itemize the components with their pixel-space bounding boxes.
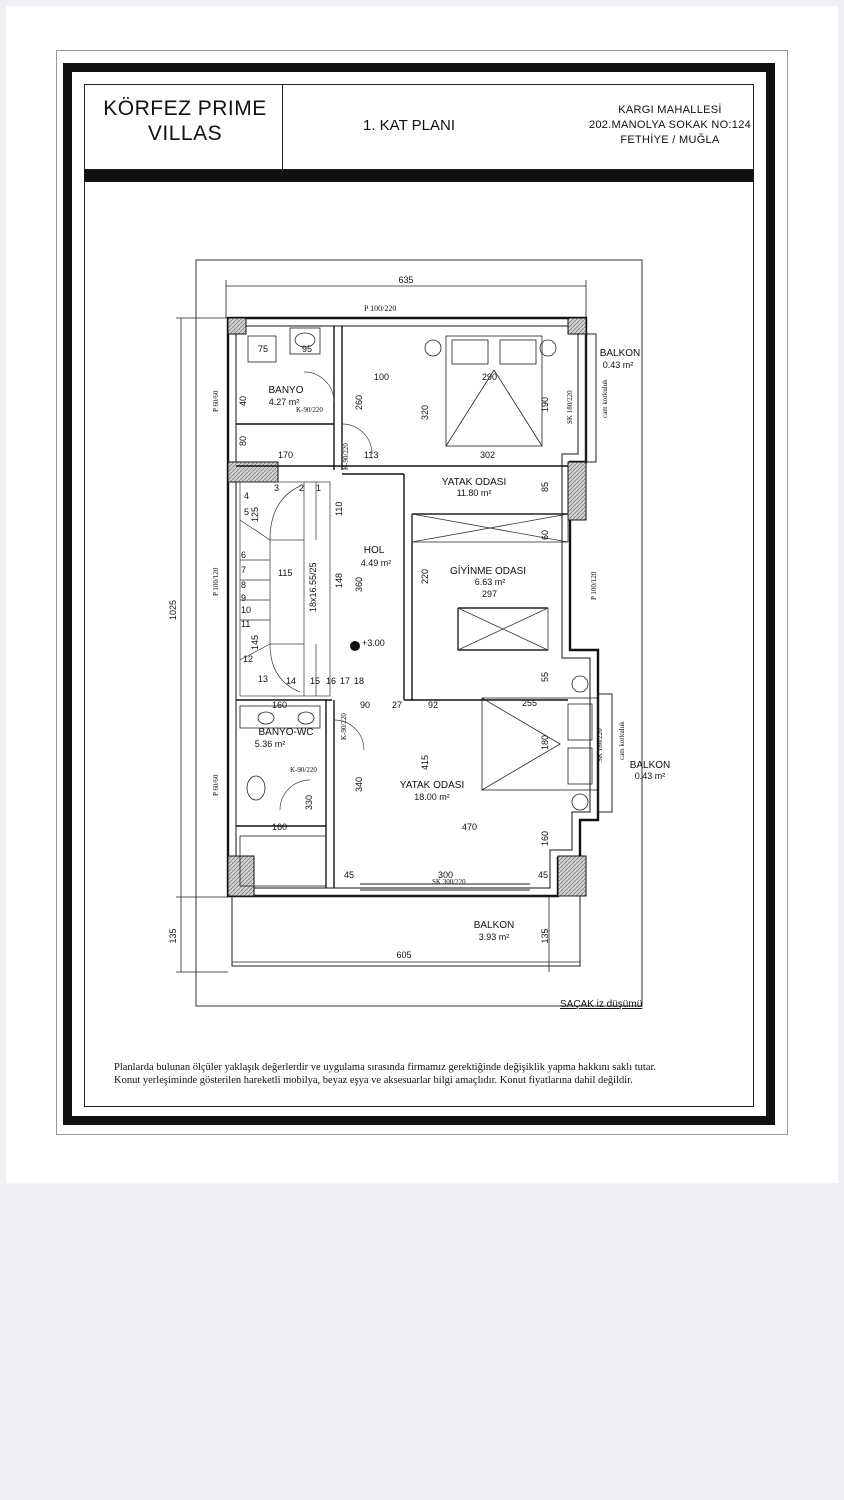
balconies xyxy=(232,334,612,966)
note-line2: Konut yerleşiminde gösterilen hareketli mobilya, beyaz eşya ve aksesuarlar bilgi amaçlıdır. Konut fiyatlarına dahil değildir. xyxy=(114,1075,633,1086)
disclaimer-notes xyxy=(114,1061,754,1087)
dim-145: 145 xyxy=(250,634,260,650)
dim-overall-width: 635 xyxy=(398,275,414,285)
dim-330: 330 xyxy=(304,794,314,810)
stair-step-number: 10 xyxy=(241,605,252,615)
dim-113: 113 xyxy=(364,450,379,460)
balcony-top-area: 0.43 m² xyxy=(602,360,634,370)
room-name-giyinme: GİYİNME ODASI xyxy=(449,566,527,577)
dim-90: 90 xyxy=(360,700,371,710)
opening-k4: K-90/220 xyxy=(290,766,317,774)
dim-100: 100 xyxy=(374,372,390,382)
dim-255: 255 xyxy=(522,698,538,708)
opening-p-left2: P 100/120 xyxy=(212,567,220,596)
dim-220: 220 xyxy=(420,568,430,584)
opening-p-left1: P 60/60 xyxy=(212,390,220,412)
dim-overall-height: 1025 xyxy=(168,599,178,621)
project-name-line2: VILLAS xyxy=(147,122,223,145)
dim-320: 320 xyxy=(420,404,430,420)
dim-470: 470 xyxy=(462,822,478,832)
bed-upper xyxy=(425,336,556,446)
interior-walls xyxy=(236,326,568,888)
stair-step-number: 11 xyxy=(241,619,251,629)
dim-45-a: 45 xyxy=(344,870,355,880)
dim-148: 148 xyxy=(334,572,344,588)
address-line1: KARGI MAHALLESİ xyxy=(618,104,722,116)
note-line1: Planlarda bulunan ölçüler yaklaşık değerlerdir ve uygulama sırasında firmamız gerektiğinde değişiklik yapma hakkını saklı tutar. xyxy=(114,1062,657,1073)
level-value: +3.00 xyxy=(362,638,385,648)
opening-sk2: SK 180/220 xyxy=(596,728,604,762)
room-name-yatak2: YATAK ODASI xyxy=(399,780,465,791)
dim-95: 95 xyxy=(302,344,313,354)
opening-k2: K-90/220 xyxy=(342,443,350,470)
dim-300: 300 xyxy=(438,870,454,880)
level-marker xyxy=(350,641,360,651)
dim-160-c: 160 xyxy=(540,830,550,846)
stair-step-number: 2 xyxy=(299,483,305,493)
stair-step-number: 15 xyxy=(310,676,321,686)
dim-balcony-depth: 135 xyxy=(168,928,178,944)
dim-92: 92 xyxy=(428,700,439,710)
dim-80: 80 xyxy=(238,435,248,446)
stair-step-number: 6 xyxy=(241,550,247,560)
room-name-banyo-wc: BANYO-WC xyxy=(258,727,314,738)
eaves-label: SAÇAK iz düşümü xyxy=(560,999,643,1010)
address-line3: FETHİYE / MUĞLA xyxy=(620,134,720,146)
dim-297: 297 xyxy=(482,589,498,599)
opening-k1: K-90/220 xyxy=(296,406,323,414)
stair-step-number: 14 xyxy=(286,676,297,686)
room-area-giyinme: 6.63 m² xyxy=(474,577,506,587)
opening-sk1: SK 180/220 xyxy=(566,390,574,424)
dim-75: 75 xyxy=(258,344,269,354)
opening-p-right: P 100/120 xyxy=(590,571,598,600)
stair-step-number: 1 xyxy=(316,483,322,493)
dim-415: 415 xyxy=(420,754,430,770)
dim-balcony-depth-right: 135 xyxy=(540,928,550,944)
stair-step-number: 3 xyxy=(274,483,280,493)
dim-190: 190 xyxy=(540,396,550,412)
dim-125: 125 xyxy=(250,506,260,522)
room-area-yatak2: 18.00 m² xyxy=(414,792,450,802)
room-name-hol: HOL xyxy=(363,545,385,556)
dim-85: 85 xyxy=(540,481,550,492)
dim-360: 360 xyxy=(354,576,364,592)
room-area-banyo: 4.27 m² xyxy=(268,397,300,407)
sheet-title: 1. KAT PLANI xyxy=(363,117,455,134)
room-area-hol: 4.49 m² xyxy=(360,558,392,568)
balcony-bottom-name: BALKON xyxy=(473,920,515,931)
dim-340: 340 xyxy=(354,776,364,792)
stair-step-number: 4 xyxy=(244,491,250,501)
dim-260: 260 xyxy=(354,394,364,410)
dim-27: 27 xyxy=(392,700,403,710)
dim-160-a: 160 xyxy=(272,700,288,710)
opening-k3: K-90/220 xyxy=(340,713,348,740)
dim-290: 290 xyxy=(482,372,498,382)
opening-p-top: P 100/220 xyxy=(364,304,397,313)
dim-115: 115 xyxy=(278,568,293,578)
stair-spec: 18x16.55/25 xyxy=(308,562,318,612)
stair-step-number: 13 xyxy=(258,674,269,684)
opening-p-left3: P 60/60 xyxy=(212,774,220,796)
dim-balcony-width: 605 xyxy=(396,950,412,960)
room-area-banyo-wc: 5.36 m² xyxy=(254,739,286,749)
stair-step-number: 18 xyxy=(354,676,365,686)
stair-step-number: 8 xyxy=(241,580,247,590)
stair-step-number: 12 xyxy=(243,654,254,664)
glass-railing-label-2: cam korkuluk xyxy=(618,721,626,760)
address-line2: 202.MANOLYA SOKAK NO:124 xyxy=(588,119,752,131)
stair-step-number: 17 xyxy=(340,676,351,686)
dim-110: 110 xyxy=(334,501,344,516)
dim-170: 170 xyxy=(278,450,294,460)
stair-step-number: 16 xyxy=(326,676,337,686)
glass-railing-label-1: cam korkuluk xyxy=(601,379,609,418)
dim-160-b: 160 xyxy=(272,822,288,832)
dim-45-b: 45 xyxy=(538,870,549,880)
dim-40: 40 xyxy=(238,395,248,406)
room-name-yatak1: YATAK ODASI xyxy=(441,477,507,488)
room-name-banyo: BANYO xyxy=(268,385,304,396)
stair-step-number: 9 xyxy=(241,593,247,603)
balcony-right-name: BALKON xyxy=(629,760,671,771)
dim-60: 60 xyxy=(540,529,550,540)
dim-180: 180 xyxy=(540,734,550,750)
opening-sk-bottom: SK 300/220 xyxy=(432,878,466,886)
stair-step-number: 7 xyxy=(241,565,247,575)
dim-302: 302 xyxy=(480,450,496,460)
balcony-bottom-area: 3.93 m² xyxy=(478,932,510,942)
stair-step-number: 5 xyxy=(244,507,250,517)
room-area-yatak1: 11.80 m² xyxy=(456,488,492,498)
balcony-right-area: 0.43 m² xyxy=(634,771,666,781)
dim-55: 55 xyxy=(540,671,550,682)
project-name-line1: KÖRFEZ PRIME xyxy=(103,97,267,120)
balcony-top-name: BALKON xyxy=(599,348,641,359)
